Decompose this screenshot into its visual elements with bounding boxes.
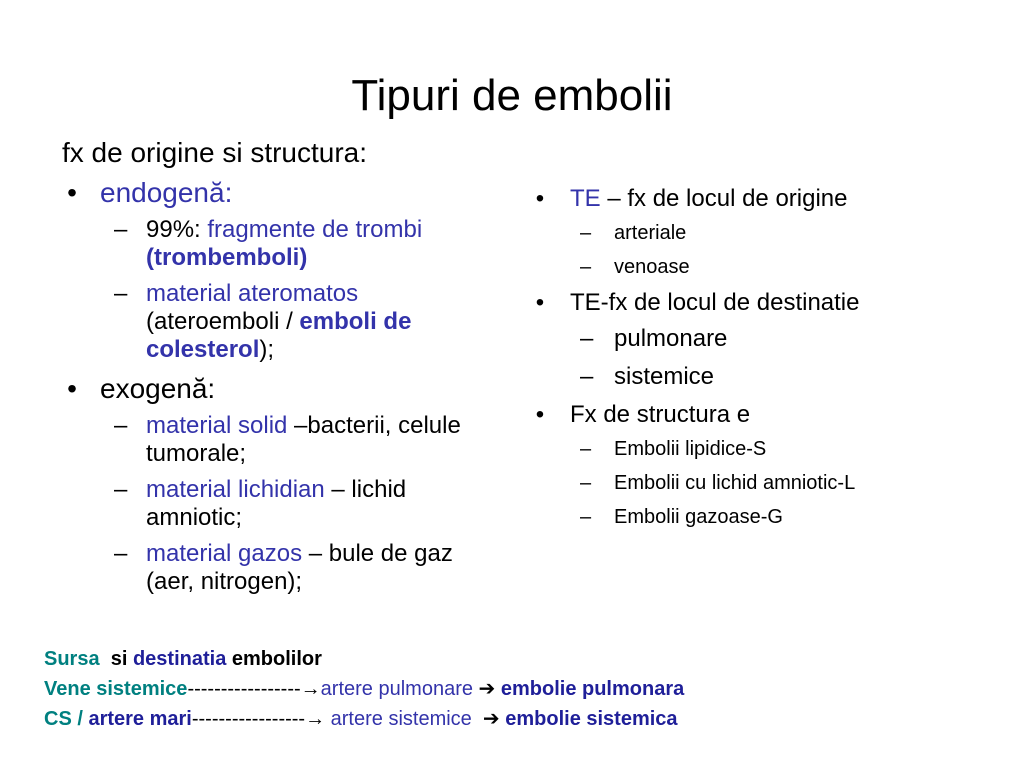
prefix-text: 99%: — [146, 216, 208, 243]
bullet-exogena — [62, 372, 482, 406]
bold-text: emboli de colesterol — [146, 308, 412, 363]
left-column — [62, 176, 482, 604]
dashes: ----------------- — [191, 708, 306, 730]
dash-icon: – — [114, 412, 128, 439]
sub-item-arteriale — [534, 220, 1004, 246]
dash-icon: – — [580, 438, 592, 460]
sub-item-material-lichidian — [62, 476, 482, 532]
artere-sistemice-label: artere sistemice — [325, 708, 483, 730]
plain-text: ); — [259, 336, 275, 363]
sub-item-material-solid — [62, 412, 482, 468]
sub-item-sistemice — [534, 362, 1004, 392]
dash-icon: – — [114, 476, 128, 503]
bold-text: (trombemboli) — [146, 244, 308, 271]
sub-item-lipidice — [534, 436, 1004, 462]
sub-item-venoase — [534, 254, 1004, 280]
sub-item-gazoase — [534, 504, 1004, 530]
si-label: si — [99, 648, 133, 670]
sub-item-text: Embolii gazoase-G — [614, 506, 783, 528]
right-column — [534, 184, 1004, 538]
dash-icon: – — [114, 216, 128, 243]
dashes: ----------------- — [187, 678, 301, 700]
embolie-pulmonara-label: embolie pulmonara — [495, 678, 685, 700]
sub-item-material-gazos — [62, 540, 482, 596]
bottom-summary — [44, 645, 684, 735]
plain-text: (ateroemboli / — [146, 308, 300, 335]
bullet-te-destinatie — [534, 288, 1004, 318]
plain-text: – lichid amniotic; — [146, 476, 407, 531]
bullet-text: TE-fx de locul de destinatie — [570, 289, 860, 316]
bullet-icon: • — [535, 401, 545, 428]
sub-item-text: Embolii lipidice-S — [614, 438, 767, 460]
arrow-right-icon: → — [300, 678, 321, 700]
sub-item-trombemboli — [62, 216, 482, 272]
destinatia-label: destinatia — [132, 648, 227, 670]
sub-item-lichid-amniotic — [534, 470, 1004, 496]
bullet-label: endogenă: — [100, 177, 233, 208]
bullet-label: exogenă: — [100, 373, 216, 404]
bullet-endogena — [62, 176, 482, 210]
dash-icon: – — [580, 256, 592, 278]
sub-item-text: Embolii cu lichid amniotic-L — [614, 472, 856, 494]
summary-line-2 — [44, 675, 684, 705]
summary-line-3 — [44, 705, 684, 735]
summary-line-1 — [44, 645, 684, 675]
arrow-right-icon: → — [305, 708, 326, 730]
slide-title: Tipuri de embolii — [351, 71, 673, 120]
bold-arrow-right-icon: ➔ — [478, 678, 496, 700]
embolie-sistemica-label: embolie sistemica — [499, 708, 678, 730]
artere-pulmonare-label: artere pulmonare — [320, 678, 479, 700]
bullet-text: Fx de structura e — [570, 401, 751, 428]
highlight-text: material solid — [146, 412, 288, 439]
bullet-icon: • — [535, 185, 545, 212]
plain-text: –bacterii, celule tumorale; — [146, 412, 461, 467]
artere-mari-label: artere mari — [88, 708, 192, 730]
embolilor-label: embolilor — [226, 648, 322, 670]
slide-subtitle: fx de origine si structura: — [62, 137, 368, 168]
cs-label: CS / — [44, 708, 89, 730]
sursa-label: Sursa — [44, 648, 100, 670]
bold-arrow-right-icon: ➔ — [482, 708, 500, 730]
highlight-text: material lichidian — [146, 476, 325, 503]
highlight-text: fragmente de trombi — [207, 216, 423, 243]
dash-icon: – — [580, 472, 592, 494]
sub-item-ateroemboli — [62, 280, 482, 364]
dash-icon: – — [114, 280, 128, 307]
te-label: TE — [570, 185, 601, 212]
vene-sistemice-label: Vene sistemice — [44, 678, 188, 700]
dash-icon: – — [580, 325, 594, 352]
bullet-icon: • — [67, 373, 77, 404]
dash-icon: – — [580, 222, 592, 244]
dash-icon: – — [114, 540, 128, 567]
highlight-text: material gazos — [146, 540, 303, 567]
sub-item-text: venoase — [614, 256, 690, 278]
sub-item-pulmonare — [534, 324, 1004, 354]
sub-item-text: sistemice — [614, 363, 715, 390]
bullet-te-origine — [534, 184, 1004, 214]
bullet-icon: • — [67, 177, 77, 208]
bullet-text: – fx de locul de origine — [600, 185, 848, 212]
bullet-icon: • — [535, 289, 545, 316]
plain-text: – bule de gaz (aer, nitrogen); — [146, 540, 453, 595]
bullet-structura — [534, 400, 1004, 430]
dash-icon: – — [580, 363, 594, 390]
dash-icon: – — [580, 506, 592, 528]
highlight-text: material ateromatos — [146, 280, 359, 307]
sub-item-text: pulmonare — [614, 325, 728, 352]
sub-item-text: arteriale — [614, 222, 687, 244]
